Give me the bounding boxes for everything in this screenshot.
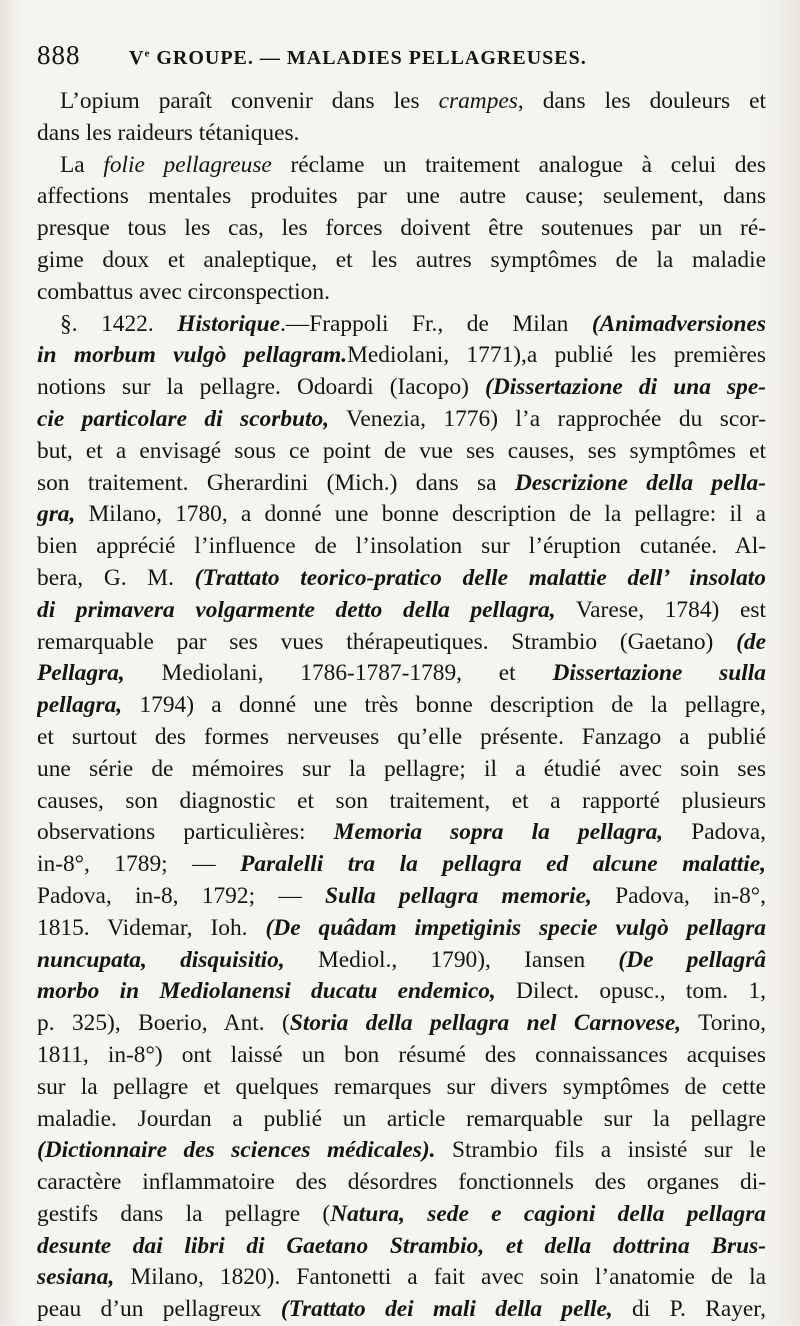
text-run: 1811, in-8°) ont laissé un bon résumé des connaissances acquises — [37, 1041, 766, 1068]
text-line — [37, 849, 766, 881]
text-line — [37, 945, 766, 977]
text-line — [37, 976, 766, 1008]
text-run: but, et a envisagé sous ce point de vue ses causes, ses symptômes et — [37, 437, 766, 464]
text-run: L’opium paraît convenir dans les — [60, 88, 439, 114]
text-run: La — [60, 151, 104, 178]
text-run: Padova, in-8°, — [591, 882, 766, 909]
group-numeral: V — [129, 47, 145, 69]
bold-italic-title: cie particolare di scorbuto, — [37, 405, 330, 432]
bold-italic-title: (Dictionnaire des sciences médicales). — [37, 1137, 436, 1164]
body-text — [37, 86, 766, 1326]
text-line — [37, 245, 766, 277]
text-line — [37, 817, 766, 849]
text-line — [37, 340, 766, 372]
text-run: di P. Rayer, — [612, 1296, 766, 1323]
bold-italic-title: in morbum vulgò pellagram. — [37, 342, 348, 369]
text-run: affections mentales produites par une autre cause; seulement, dans — [37, 183, 766, 210]
bold-italic-title: Descrizione della pella- — [514, 469, 766, 496]
text-line — [37, 1231, 766, 1263]
bold-italic-title: Natura, sede e cagioni della pellagra — [330, 1200, 766, 1227]
text-run: Padova, in-8, 1792; — — [37, 882, 326, 909]
text-run: combattus avec circonspection. — [37, 278, 330, 305]
text-run: causes, son diagnostic et son traitement, et a rapporté plusieurs — [37, 787, 766, 814]
text-line — [37, 627, 766, 659]
bold-italic-title: Sulla pellagra memorie, — [325, 882, 592, 909]
text-run: Varese, 1784) est — [555, 596, 766, 623]
text-run: presque tous les cas, les forces doivent être soutenues par un ré- — [37, 215, 766, 242]
text-run: Dilect. opusc., tom. 1, — [495, 978, 766, 1005]
text-run: réclame un traitement analogue à celui des — [271, 151, 766, 178]
bold-italic-title: (Trattato dei mali della pelle, — [280, 1296, 613, 1323]
running-header — [37, 40, 766, 86]
bold-italic-title: (Animadversiones — [591, 310, 766, 337]
text-line — [37, 309, 766, 341]
text-line — [37, 1167, 766, 1199]
text-line — [37, 595, 766, 627]
text-line — [37, 531, 766, 563]
bold-italic-title: desunte dai libri di Gaetano Strambio, et della dottrina Brus- — [37, 1232, 766, 1259]
text-line — [37, 563, 766, 595]
text-run: gime doux et analeptique, et les autres symptômes de la maladie — [37, 246, 766, 273]
text-line — [37, 1040, 766, 1072]
group-superscript: e — [144, 47, 151, 60]
text-run: Mediolani, 1786-1787-1789, et — [124, 660, 553, 687]
text-run: peau d’un pellagreux — [37, 1296, 281, 1323]
bold-italic-title: Memoria sopra la pellagra, — [333, 819, 664, 846]
text-line — [37, 658, 766, 690]
text-line — [37, 181, 766, 213]
text-run: observations particulières: — [37, 819, 334, 846]
text-run: Padova, — [663, 819, 766, 846]
text-run: Torino, — [681, 1010, 766, 1037]
text-run: bien apprécié l’influence de l’insolation sur l’éruption cutanée. Al- — [37, 533, 766, 560]
bold-italic-title: (De quâdam impetiginis specie vulgò pellagra — [265, 914, 766, 941]
bold-italic-title: (Trattato teorico-pratico delle malattie dell’ insolato — [194, 564, 766, 591]
text-run: caractère inflammatoire des désordres fonctionnels des organes di- — [37, 1169, 766, 1196]
text-line — [37, 1104, 766, 1136]
text-line — [37, 754, 766, 786]
text-line — [37, 722, 766, 754]
bold-italic-title: Dissertazione sulla — [552, 660, 766, 687]
text-line — [37, 690, 766, 722]
text-line — [37, 1294, 766, 1326]
text-run: sur la pellagre et quelques remarques sur divers symptômes de cette — [37, 1073, 766, 1100]
bold-italic-title: (de — [736, 628, 766, 655]
bold-italic-title: (Dissertazione di una spe- — [485, 374, 766, 401]
bold-italic-title: pellagra, — [37, 692, 123, 719]
text-run: son traitement. Gherardini (Mich.) dans sa — [37, 469, 515, 496]
text-run: 1815. Videmar, Ioh. — [37, 914, 266, 941]
text-run: .—Frappoli Fr., de Milan — [279, 310, 592, 337]
text-line — [37, 468, 766, 500]
text-line — [37, 86, 766, 118]
text-line — [37, 213, 766, 245]
text-run: Milano, 1780, a donné une bonne description de la pellagre: il a — [75, 501, 766, 528]
text-run: Mediol., 1790), Iansen — [284, 946, 619, 973]
text-run: Milano, 1820). Fantonetti a fait avec soin l’anatomie de la — [114, 1264, 766, 1291]
bold-italic-title: Pellagra, — [37, 660, 125, 687]
text-run: bera, G. M. — [37, 564, 195, 591]
text-line — [37, 1262, 766, 1294]
text-line — [37, 1072, 766, 1104]
text-line — [37, 150, 766, 182]
text-run: et surtout des formes nerveuses qu’elle présente. Fanzago a publié — [37, 723, 766, 750]
text-line — [37, 118, 766, 150]
text-line — [37, 1008, 766, 1040]
text-line — [37, 277, 766, 309]
bold-italic-title: morbo in Mediolanensi ducatu endemico, — [37, 978, 496, 1005]
text-run: in-8°, 1789; — — [37, 851, 241, 878]
text-run: Mediolani, 1771),a publié les premières — [347, 342, 766, 369]
header-title: GROUPE. — MALADIES PELLAGREUSES. — [156, 47, 587, 69]
italic-text: folie pellagreuse — [103, 151, 272, 178]
text-run: p. 325), Boerio, Ant. ( — [37, 1010, 290, 1037]
text-line — [37, 404, 766, 436]
text-run: , dans les douleurs et — [517, 88, 766, 114]
bold-italic-title: nuncupata, disquisitio, — [37, 946, 285, 973]
bold-italic-title: Paralelli tra la pellagra ed alcune malattie, — [240, 851, 766, 878]
text-run: notions sur la pellagre. Odoardi (Iacopo) — [37, 374, 486, 401]
text-line — [37, 1135, 766, 1167]
page-number: 888 — [37, 40, 81, 70]
text-run: §. 1422. — [60, 310, 178, 337]
bold-italic-title: Storia della pellagra nel Carnovese, — [289, 1010, 682, 1037]
text-run: Venezia, 1776) l’a rapprochée du scor- — [329, 405, 766, 432]
text-run: maladie. Jourdan a publié un article remarquable sur la pellagre — [37, 1105, 766, 1132]
bold-italic-title: gra, — [37, 501, 76, 528]
text-run: dans les raideurs tétaniques. — [37, 119, 300, 146]
text-line — [37, 372, 766, 404]
text-line — [37, 1199, 766, 1231]
text-line — [37, 913, 766, 945]
bold-italic-title: (De pellagrâ — [618, 946, 766, 973]
text-run: 1794) a donné une très bonne description de la pellagre, — [122, 692, 766, 719]
text-run: une série de mémoires sur la pellagre; il a étudié avec soin ses — [37, 755, 766, 782]
running-title — [129, 47, 587, 70]
bold-italic-title: di primavera volgarmente detto della pellagra, — [37, 596, 556, 623]
bold-italic-title: sesiana, — [37, 1264, 115, 1291]
bold-italic-title: Historique — [177, 310, 280, 337]
text-run: remarquable par ses vues thérapeutiques. Strambio (Gaetano) — [37, 628, 737, 655]
text-line — [37, 881, 766, 913]
text-run: Strambio fils a insisté sur le — [435, 1137, 766, 1164]
text-run: gestifs dans la pellagre ( — [37, 1200, 331, 1227]
italic-text: crampes — [438, 88, 518, 114]
text-line — [37, 499, 766, 531]
text-line — [37, 436, 766, 468]
text-line — [37, 786, 766, 818]
